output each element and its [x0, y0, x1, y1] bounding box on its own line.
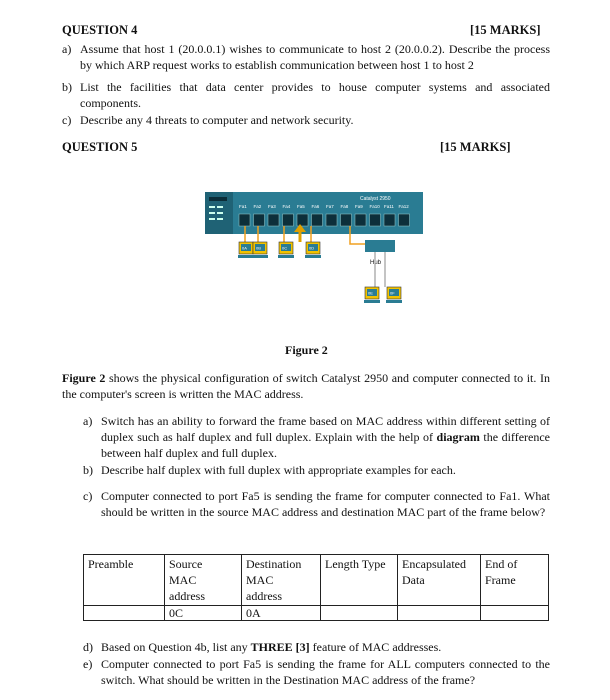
switch-port-fa6	[312, 214, 323, 226]
computer-mac-label: 0A	[242, 245, 247, 251]
figure-ref: Figure 2	[62, 371, 106, 385]
q5-item-b-text: Describe half duplex with full duplex with appropriate examples for each.	[101, 463, 456, 477]
computer-mac-label: 0F	[390, 290, 395, 296]
table-header-row	[84, 555, 549, 606]
figure-intro-text: shows the physical configuration of switch Catalyst 2950 and computer connected to it. In the computer's screen is written the MAC address.	[62, 371, 550, 401]
q4-item-c-label: c)	[62, 113, 72, 127]
computer-mac-label: 0C	[282, 245, 288, 251]
q5-item-e-text: Computer connected to port Fa5 is sending the frame for ALL computers connected to the switch. What should be written in the Destination MAC address of the frame?	[101, 657, 550, 687]
cell-source-mac: 0C	[165, 606, 242, 621]
computer-mac-label: 0E	[368, 290, 373, 296]
computer-0b	[252, 242, 268, 258]
computer-0e	[364, 287, 380, 303]
ethernet-frame-table	[83, 554, 549, 621]
cell-destination-mac: 0A	[242, 606, 321, 621]
q5-item-e-label: e)	[83, 657, 93, 671]
q4-item-b-text: List the facilities that data center provides to house computer systems and associated components.	[80, 80, 550, 110]
switch-port-fa8	[341, 214, 352, 226]
q5-item-a-text	[101, 413, 550, 461]
q5-d-bold: THREE [3]	[250, 640, 310, 654]
q5-a-bold: diagram	[436, 430, 480, 444]
q4-item-c-text: Describe any 4 threats to computer and network security.	[80, 113, 354, 127]
port-label-fa1: Fa1	[239, 204, 247, 209]
col-length-type: Length Type	[321, 555, 398, 606]
computer-mac-label: 0D	[309, 245, 315, 251]
col-end-of-frame: End of Frame	[481, 555, 549, 606]
computer-mac-label: 0B	[256, 245, 261, 251]
switch-port-fa4	[283, 214, 294, 226]
switch-port-fa1	[239, 214, 250, 226]
port-label-fa8: Fa8	[340, 204, 349, 209]
switch-port-fa7	[326, 214, 337, 226]
port-label-fa4: Fa4	[282, 204, 291, 209]
q5-item-d-label: d)	[83, 640, 93, 654]
cell-encapsulated-data	[398, 606, 481, 621]
switch-port-fa9	[355, 214, 366, 226]
switch-port-fa5	[297, 214, 308, 226]
q5-item-b-label: b)	[83, 463, 93, 477]
computer-0d	[305, 242, 321, 258]
switch-port-fa12	[399, 214, 410, 226]
switch-diagram	[205, 192, 425, 322]
cell-length-type	[321, 606, 398, 621]
q4-item-a-text: Assume that host 1 (20.0.0.1) wishes to communicate to host 2 (20.0.0.2). Describe the process by which ARP request works to establish communication between host 1 to host 2	[80, 42, 550, 72]
table-row	[84, 606, 549, 621]
question-5-title: QUESTION 5	[62, 140, 138, 154]
port-label-fa7: Fa7	[326, 204, 334, 209]
port-label-fa6: Fa6	[311, 204, 320, 209]
q5-item-d-text	[101, 639, 550, 655]
switch-port-fa2	[254, 214, 265, 226]
port-label-fa5: Fa5	[297, 204, 305, 209]
q5-d-text-2: feature of MAC addresses.	[309, 640, 442, 654]
switch-model-label: Catalyst 2950	[360, 196, 391, 202]
q5-a-text-1: Switch has an ability to forward the frame based on MAC address within different setting of duplex such as half duplex and full duplex. Explain with the help of	[101, 414, 550, 444]
hub-label: Hub	[370, 260, 382, 266]
computer-0a	[238, 242, 254, 258]
question-5-marks: [15 MARKS]	[440, 140, 511, 154]
switch-port-fa11	[384, 214, 395, 226]
q5-item-a-label: a)	[83, 414, 93, 428]
q5-a-text-2: the difference between half duplex and full duplex.	[101, 430, 550, 460]
q5-d-text-1: Based on Question 4b, list any	[101, 640, 251, 654]
col-preamble: Preamble	[84, 555, 165, 606]
q4-item-a-label: a)	[62, 42, 72, 56]
question-4-title: QUESTION 4	[62, 23, 138, 37]
computer-0c	[278, 242, 294, 258]
switch-port-fa3	[268, 214, 279, 226]
q4-item-b-label: b)	[62, 80, 72, 94]
q5-item-c-label: c)	[83, 489, 93, 503]
port-label-fa12: Fa12	[398, 204, 409, 209]
cell-end-of-frame	[481, 606, 549, 621]
computer-0f	[386, 287, 402, 303]
q5-item-c-text: Computer connected to port Fa5 is sending the frame for computer connected to Fa1. What should be written in the source MAC address and destination MAC part of the frame below?	[101, 489, 550, 519]
question-4-marks: [15 MARKS]	[470, 23, 541, 37]
switch-network-figure	[205, 192, 425, 322]
port-label-fa3: Fa3	[268, 204, 276, 209]
switch-port-fa10	[370, 214, 381, 226]
figure-caption: Figure 2	[285, 343, 328, 357]
port-label-fa10: Fa10	[369, 204, 380, 209]
port-label-fa11: Fa11	[384, 204, 394, 209]
col-source-mac: Source MAC address	[165, 555, 242, 606]
figure-intro	[62, 370, 550, 402]
cell-preamble	[84, 606, 165, 621]
port-label-fa9: Fa9	[355, 204, 363, 209]
hub-device	[365, 240, 395, 252]
port-label-fa2: Fa2	[253, 204, 262, 209]
col-encapsulated-data: Encapsulated Data	[398, 555, 481, 606]
col-destination-mac: Destination MAC address	[242, 555, 321, 606]
